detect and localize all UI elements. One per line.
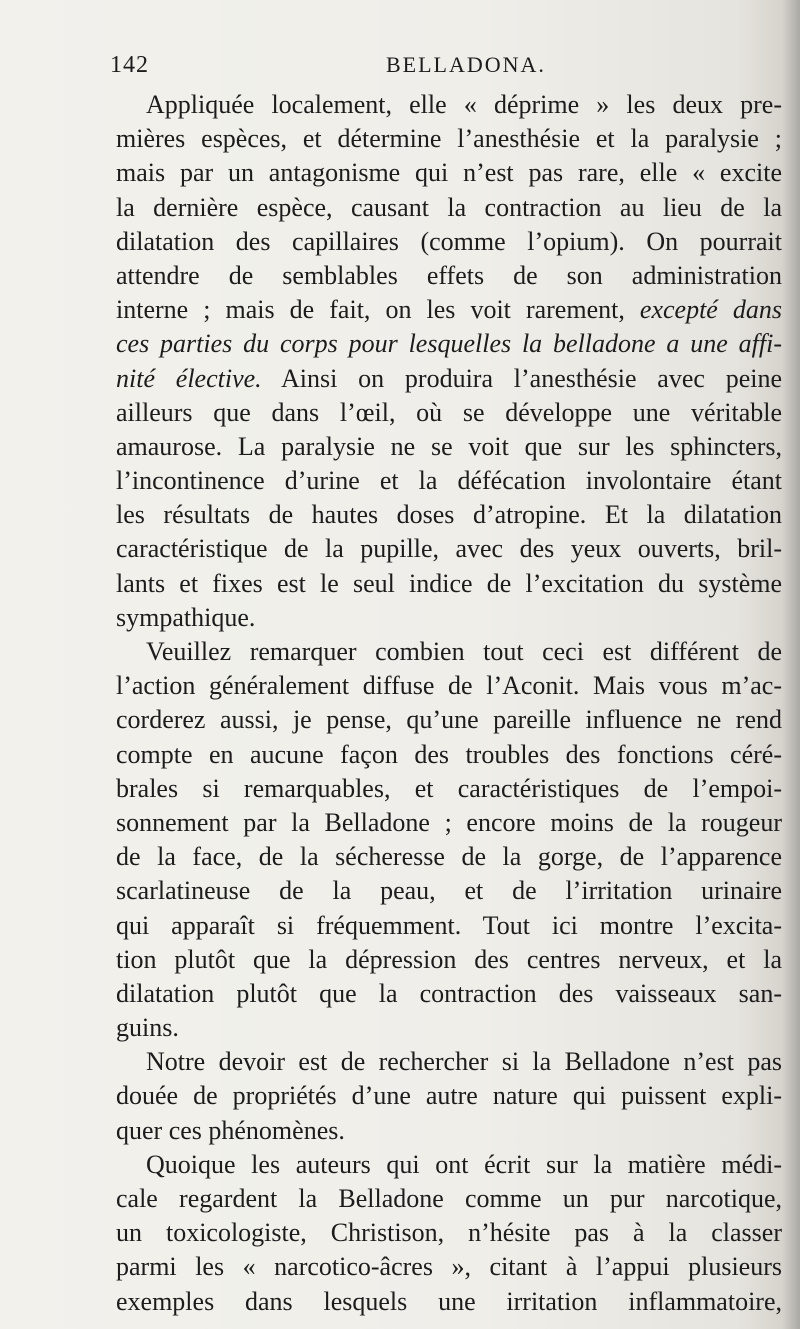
text-line [116,806,782,840]
text-span: amaurose. La paralysie ne se voit que sur les sphincters, [116,431,782,461]
italic-text: ces parties du corps pour lesquelles la belladone a une affi- [116,329,782,359]
text-line [116,1216,782,1250]
page-edge-shadow [782,0,800,1329]
text-span: attendre de semblables effets de son administration [116,260,782,290]
text-line [116,1182,782,1216]
text-line [116,327,782,361]
text-line [116,532,782,566]
text-line [116,669,782,703]
text-span: dilatation des capillaires (comme l’opium). On pourrait [116,226,782,256]
text-span: de la face, de la sécheresse de la gorge, de l’apparence [116,842,782,872]
text-line [116,396,782,430]
body-text [116,88,782,1319]
italic-text: nité élective. [116,363,262,393]
text-span: lants et fixes est le seul indice de l’excitation du système [116,568,782,598]
text-span: ailleurs que dans l’œil, où se développe une véritable [116,397,782,427]
text-line [116,1285,782,1319]
text-span: Veuillez remarquer combien tout ceci est différent de [146,637,782,666]
text-span: brales si remarquables, et caractéristiques de l’empoi- [116,773,782,803]
text-line [116,874,782,908]
text-line [116,498,782,532]
text-span: corderez aussi, je pense, qu’une pareille influence ne rend [116,705,782,735]
page-number: 142 [110,52,149,78]
text-span: mais par un antagonisme qui n’est pas rare, elle « excite [116,158,782,188]
text-line [116,703,782,737]
text-line [116,430,782,464]
text-line [116,464,782,498]
text-span: sonnement par la Belladone ; encore moins de la rougeur [116,807,782,837]
text-span: quer ces phénomènes. [116,1115,345,1145]
text-line [116,293,782,327]
text-span: Ainsi on produira l’anesthésie avec peine [261,363,783,393]
text-line [116,738,782,772]
text-span: l’action généralement diffuse de l’Aconit. Mais vous m’ac- [116,671,782,701]
text-span: douée de propriétés d’une autre nature qui puissent expli- [116,1081,782,1111]
text-line [116,1250,782,1284]
text-span: Appliquée localement, elle « déprime » les deux pre- [146,90,782,119]
page-header [110,52,770,86]
text-line [116,943,782,977]
italic-text: excepté dans [639,295,783,325]
text-span: interne ; mais de fait, on les voit rarement, [116,295,640,325]
text-span: Quoique les auteurs qui ont écrit sur la matière médi- [146,1149,782,1179]
text-line [116,977,782,1011]
text-span: la dernière espèce, causant la contraction au lieu de la [116,192,782,222]
text-span: scarlatineuse de la peau, et de l’irritation urinaire [116,876,782,906]
text-line [116,772,782,806]
text-line [116,156,782,190]
text-line [116,1045,782,1079]
text-span: cale regardent la Belladone comme un pur narcotique, [116,1184,782,1213]
text-line [116,1011,782,1045]
text-span: tion plutôt que la dépression des centres nerveux, et la [116,944,782,974]
text-span: qui apparaît si fréquemment. Tout ici montre l’excita- [116,910,782,940]
text-line [116,635,782,669]
text-span: compte en aucune façon des troubles des fonctions céré- [116,739,782,769]
text-line [116,909,782,943]
text-span: exemples dans lesquels une irritation inflammatoire, [116,1286,782,1316]
text-line [116,601,782,635]
text-line [116,191,782,225]
text-line [116,1079,782,1113]
running-title: BELLADONA. [386,52,546,77]
text-line [116,1114,782,1148]
text-span: mières espèces, et détermine l’anesthésie et la paralysie ; [116,124,782,154]
text-line [116,259,782,293]
text-line [116,122,782,156]
text-line [116,362,782,396]
text-span: caractéristique de la pupille, avec des yeux ouverts, bril- [116,534,782,564]
text-line [116,840,782,874]
text-line [116,225,782,259]
text-span: guins. [116,1013,179,1043]
text-span: dilatation plutôt que la contraction des vaisseaux san- [116,978,782,1008]
text-line [116,1148,782,1182]
text-span: Notre devoir est de rechercher si la Belladone n’est pas [146,1047,782,1077]
text-line [116,567,782,601]
text-span: un toxicologiste, Christison, n’hésite pas à la classer [116,1218,782,1248]
text-span: parmi les « narcotico-âcres », citant à l’appui plusieurs [116,1252,782,1282]
text-span: l’incontinence d’urine et la défécation involontaire étant [116,466,782,496]
text-line [116,88,782,122]
text-span: les résultats de hautes doses d’atropine. Et la dilatation [116,500,782,530]
text-span: sympathique. [116,602,256,632]
